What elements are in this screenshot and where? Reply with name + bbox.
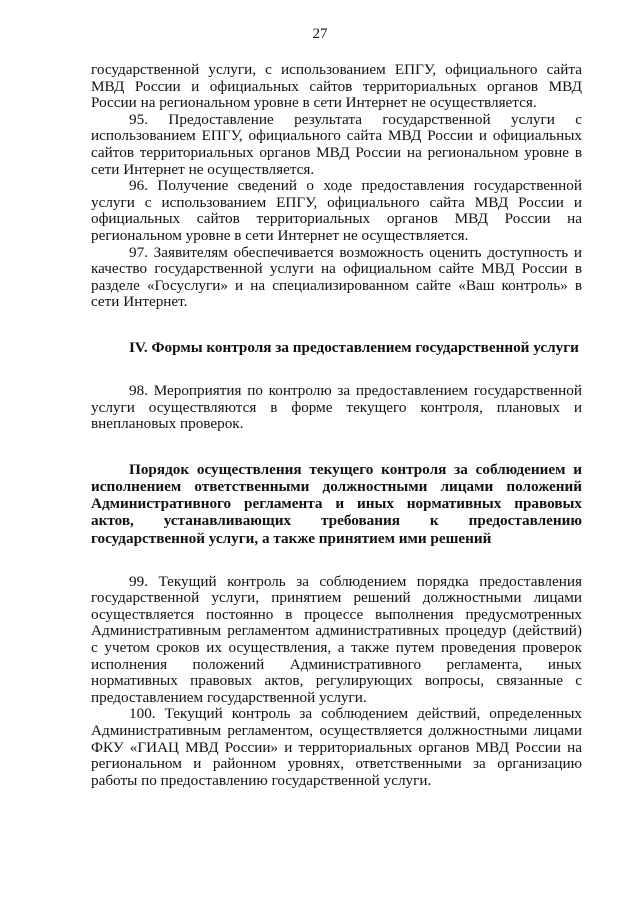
paragraph-100: 100. Текущий контроль за соблюдением действий, определенных Административным регламентом, осуществляется должностными лицами ФКУ «ГИАЦ МВД России» и территориальных органов МВД России на региональном и районном уровнях, ответственными за организацию работы по предоставлению государственной услуги. [91,705,582,789]
paragraph-continuation: государственной услуги, с использованием ЕПГУ, официального сайта МВД России и официальных сайтов территориальных органов МВД России на региональном уровне в сети Интернет не осуществляется. [91,61,582,112]
page-number: 27 [312,26,328,42]
paragraph-97: 97. Заявителям обеспечивается возможность оценить доступность и качество государственной услуги на официальном сайте МВД России в разделе «Госуслуги» и на специализированном сайте «Ваш контроль» в сети Интернет. [91,243,582,311]
subheading-current-control: Порядок осуществления текущего контроля за соблюдением и исполнением ответственными должностными лицами положений Административного регламента и иных нормативных правовых актов, устанавливающих требования к предоставлению государственной услуги, а также принятием ими решений [91,460,582,547]
section-heading-iv: IV. Формы контроля за предоставлением государственной услуги [129,338,579,356]
paragraph-99: 99. Текущий контроль за соблюдением порядка предоставления государственной услуги, принятием решений должностными лицами осуществляется постоянно в процессе выполнения предусмотренных Административным регламентом административных процедур (действий) с учетом сроков их осуществления, а также путем проведения проверок исполнения положений Административного регламента, иных нормативных правовых актов, регулирующих вопросы, связанные с предоставлением государственной услуги. [91,572,582,706]
paragraph-96: 96. Получение сведений о ходе предоставления государственной услуги с использованием ЕПГУ, официального сайта МВД России и официальных сайтов территориальных органов МВД России на региональном уровне в сети Интернет не осуществляется. [91,177,582,244]
paragraph-98: 98. Мероприятия по контролю за предоставлением государственной услуги осуществляются в форме текущего контроля, плановых и внеплановых проверок. [91,381,582,433]
document-body [91,62,582,789]
paragraph-95: 95. Предоставление результата государственной услуги с использованием ЕПГУ, официального сайта МВД России и официальных сайтов территориальных органов МВД России на региональном уровне в сети Интернет не осуществляется. [91,110,582,178]
